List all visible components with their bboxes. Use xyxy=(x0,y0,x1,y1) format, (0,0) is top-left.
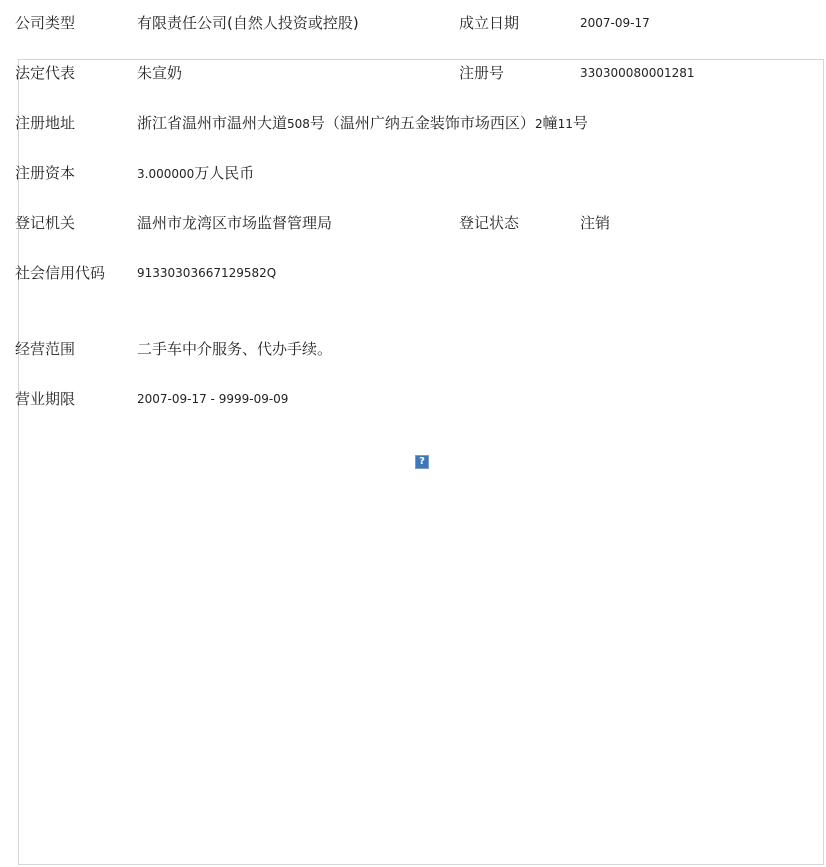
broken-image-icon: ? xyxy=(415,455,429,469)
row-term xyxy=(0,386,826,412)
scope-value: 二手车中介服务、代办手续。 xyxy=(137,340,333,358)
company-type-label: 公司类型 xyxy=(15,14,76,32)
term-label: 营业期限 xyxy=(15,390,76,408)
reg-no-value: 330300080001281 xyxy=(580,66,695,80)
capital-label: 注册资本 xyxy=(15,164,76,182)
established-label: 成立日期 xyxy=(459,14,520,32)
reg-no-label: 注册号 xyxy=(459,64,505,82)
credit-code-value: 91330303667129582Q xyxy=(137,266,277,280)
term-value: 2007-09-17 - 9999-09-09 xyxy=(137,392,289,406)
row-address xyxy=(0,110,826,136)
legal-rep-label: 法定代表 xyxy=(15,64,76,82)
row-scope xyxy=(0,336,826,362)
row-credit-code xyxy=(0,260,826,316)
row-company-type xyxy=(0,10,826,36)
row-capital xyxy=(0,160,826,186)
status-label: 登记状态 xyxy=(459,214,520,232)
address-value: 浙江省温州市温州大道508号（温州广纳五金装饰市场西区）2幢11号 xyxy=(137,114,588,132)
authority-label: 登记机关 xyxy=(15,214,76,232)
company-type-value: 有限责任公司(自然人投资或控股) xyxy=(137,14,359,32)
capital-value: 3.000000万人民币 xyxy=(137,164,255,182)
legal-rep-value: 朱宣奶 xyxy=(137,64,183,82)
credit-code-label: 社会信用代码 xyxy=(15,264,106,282)
status-value: 注销 xyxy=(580,214,611,232)
scope-label: 经营范围 xyxy=(15,340,76,358)
address-label: 注册地址 xyxy=(15,114,76,132)
authority-value: 温州市龙湾区市场监督管理局 xyxy=(137,214,333,232)
established-value: 2007-09-17 xyxy=(580,16,650,30)
row-legal-rep xyxy=(0,60,826,86)
row-authority xyxy=(0,210,826,236)
